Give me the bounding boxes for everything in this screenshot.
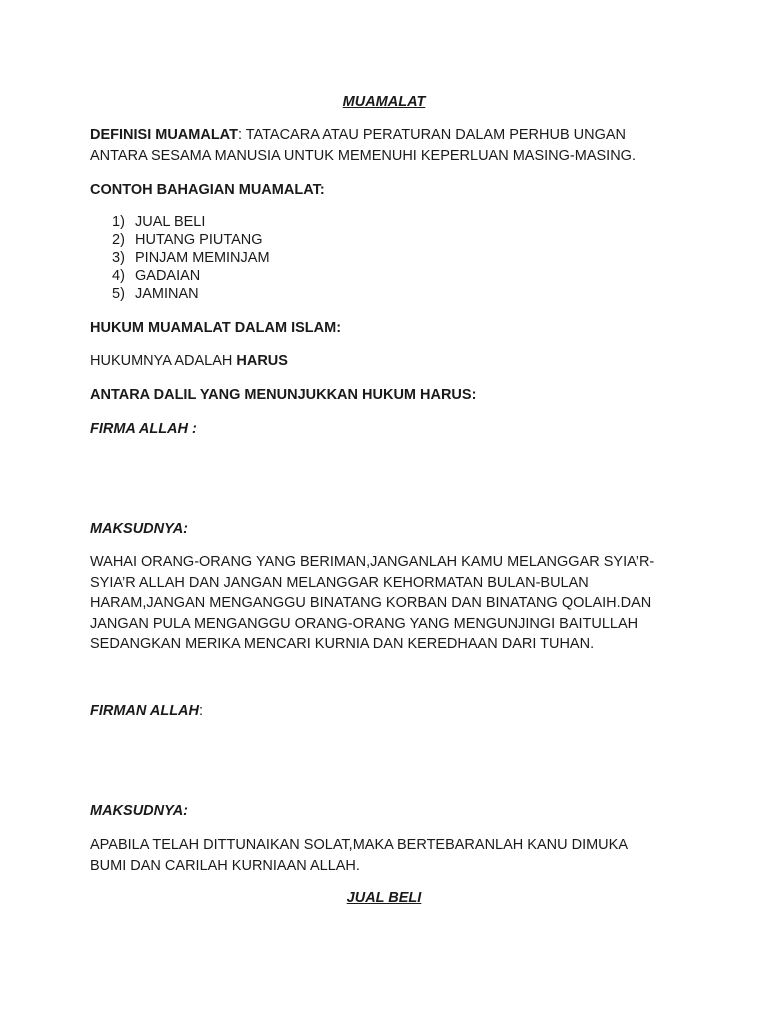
- verse2-label: FIRMAN ALLAH: [90, 703, 199, 719]
- verse2-meaning: APABILA TELAH DITTUNAIKAN SOLAT,MAKA BERTEBARANLAH KANU DIMUKA BUMI DAN CARILAH KURNIAAN ALLAH.: [90, 837, 628, 874]
- list-item: 3) PINJAM MEMINJAM: [112, 250, 270, 266]
- definition-label: DEFINISI MUAMALAT: [90, 127, 238, 143]
- examples-heading: CONTOH BAHAGIAN MUAMALAT:: [90, 182, 325, 198]
- definition-text-1: TATACARA ATAU PERATURAN DALAM PERHUB UNGAN: [241, 127, 627, 143]
- ruling-statement: [90, 351, 288, 371]
- list-item: 1) JUAL BELI: [112, 214, 206, 230]
- examples-list: [112, 213, 270, 303]
- verse2-separator: :: [199, 703, 204, 719]
- definition-separator: :: [237, 127, 242, 143]
- list-item: 4) GADAIAN: [112, 268, 201, 284]
- verse2-meaning-label: MAKSUDNYA:: [90, 803, 189, 819]
- ruling-text: HUKUMNYA ADALAH: [90, 353, 237, 369]
- verse1-meaning: WAHAI ORANG-ORANG YANG BERIMAN,JANGANLAH KAMU MELANGGAR SYIA’R- SYIA’R ALLAH DAN JANGAN MELANGGAR KEHORMATAN BULAN-BULAN HARAM,JANGAN MENGANGGU BINATANG KORBAN DAN BINATANG QOLAIH.DAN JANGAN PULA MENGANGGU ORANG-ORANG YANG MENGUNJINGI BAITULLAH SEDANGKAN MERIKA MENCARI KURNIA DAN KEREDHAAN DARI TUHAN.: [90, 554, 655, 652]
- definition-line-2: ANTARA SESAMA MANUSIA UNTUK MEMENUHI KEPERLUAN MASING-MASING.: [90, 148, 636, 164]
- list-item: 2) HUTANG PIUTANG: [112, 232, 263, 248]
- list-item: 5) JAMINAN: [112, 286, 199, 302]
- verse2-label-line: [90, 701, 203, 721]
- ruling-heading: HUKUM MUAMALAT DALAM ISLAM:: [90, 320, 342, 336]
- definition-line-1: [90, 125, 626, 145]
- document-title: MUAMALAT: [342, 94, 426, 110]
- evidence-heading: ANTARA DALIL YANG MENUNJUKKAN HUKUM HARUS:: [90, 387, 477, 403]
- next-section-title: JUAL BELI: [346, 890, 422, 906]
- verse1-meaning-label: MAKSUDNYA:: [90, 521, 189, 537]
- ruling-value: HARUS: [236, 353, 288, 369]
- verse1-label: FIRMA ALLAH :: [90, 421, 197, 437]
